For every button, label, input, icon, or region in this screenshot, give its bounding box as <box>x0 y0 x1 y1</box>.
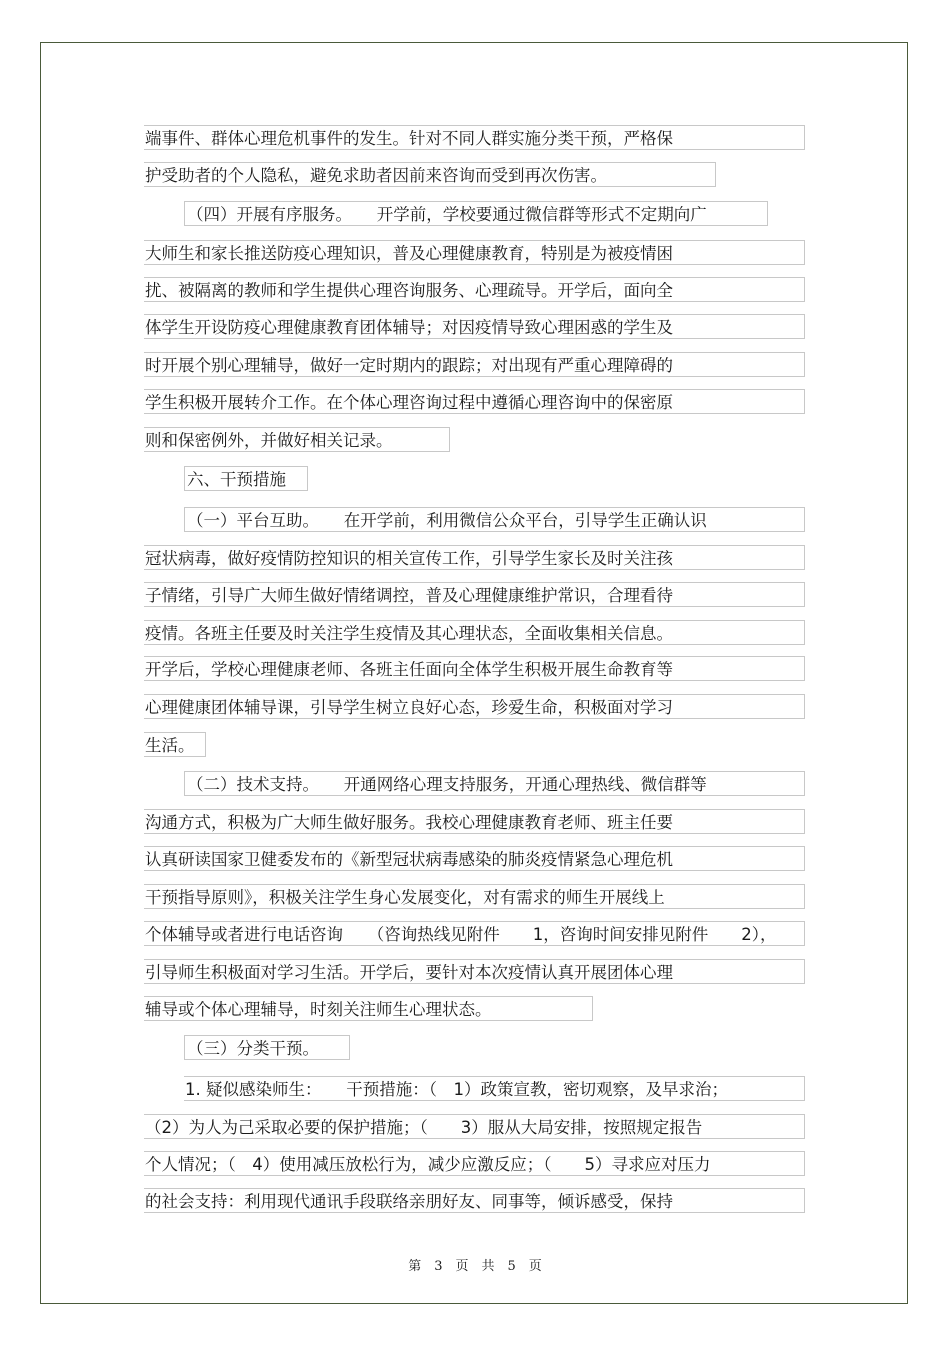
text-line: 冠状病毒，做好疫情防控知识的相关宣传工作，引导学生家长及时关注孩 <box>144 545 805 570</box>
text-line: 1. 疑似感染师生： 干预措施：（ 1）政策宣教，密切观察，及早求治； <box>184 1076 805 1101</box>
text-line: 沟通方式，积极为广大师生做好服务。我校心理健康教育老师、班主任要 <box>144 809 805 834</box>
text-line: （三）分类干预。 <box>184 1035 350 1060</box>
text-line: 时开展个别心理辅导，做好一定时期内的跟踪；对出现有严重心理障碍的 <box>144 352 805 377</box>
text-line: （四）开展有序服务。 开学前，学校要通过微信群等形式不定期向广 <box>184 201 768 226</box>
text-line: 扰、被隔离的教师和学生提供心理咨询服务、心理疏导。开学后，面向全 <box>144 277 805 302</box>
section-heading: 六、干预措施 <box>184 466 308 491</box>
text-line: 开学后，学校心理健康老师、各班主任面向全体学生积极开展生命教育等 <box>144 656 805 681</box>
text-line: 体学生开设防疫心理健康教育团体辅导；对因疫情导致心理困惑的学生及 <box>144 314 805 339</box>
text-line: （一）平台互助。 在开学前，利用微信公众平台，引导学生正确认识 <box>184 507 805 532</box>
text-line: 子情绪，引导广大师生做好情绪调控，普及心理健康维护常识，合理看待 <box>144 582 805 607</box>
text-line: 端事件、群体心理危机事件的发生。针对不同人群实施分类干预，严格保 <box>144 125 805 150</box>
text-line: 疫情。各班主任要及时关注学生疫情及其心理状态，全面收集相关信息。 <box>144 620 805 645</box>
text-line: 的社会支持：利用现代通讯手段联络亲朋好友、同事等，倾诉感受，保持 <box>144 1188 805 1213</box>
text-line: （二）技术支持。 开通网络心理支持服务，开通心理热线、微信群等 <box>184 771 805 796</box>
page-number-footer: 第 3 页 共 5 页 <box>408 1259 542 1274</box>
text-line: （2）为人为己采取必要的保护措施；（ 3）服从大局安排，按照规定报告 <box>144 1114 805 1139</box>
text-line: 生活。 <box>144 732 206 757</box>
text-line: 则和保密例外，并做好相关记录。 <box>144 427 450 452</box>
text-line: 个体辅导或者进行电话咨询 （咨询热线见附件 1，咨询时间安排见附件 2）， <box>144 921 805 946</box>
text-line: 学生积极开展转介工作。在个体心理咨询过程中遵循心理咨询中的保密原 <box>144 389 805 414</box>
text-line: 认真研读国家卫健委发布的《新型冠状病毒感染的肺炎疫情紧急心理危机 <box>144 846 805 871</box>
text-line: 护受助者的个人隐私，避免求助者因前来咨询而受到再次伤害。 <box>144 162 716 187</box>
text-line: 干预指导原则》，积极关注学生身心发展变化，对有需求的师生开展线上 <box>144 884 805 909</box>
text-line: 心理健康团体辅导课，引导学生树立良好心态，珍爱生命，积极面对学习 <box>144 694 805 719</box>
text-line: 辅导或个体心理辅导，时刻关注师生心理状态。 <box>144 996 593 1021</box>
text-line: 大师生和家长推送防疫心理知识，普及心理健康教育，特别是为被疫情困 <box>144 240 805 265</box>
text-line: 引导师生积极面对学习生活。开学后，要针对本次疫情认真开展团体心理 <box>144 959 805 984</box>
text-line: 个人情况；（ 4）使用减压放松行为，减少应激反应；（ 5）寻求应对压力 <box>144 1151 805 1176</box>
